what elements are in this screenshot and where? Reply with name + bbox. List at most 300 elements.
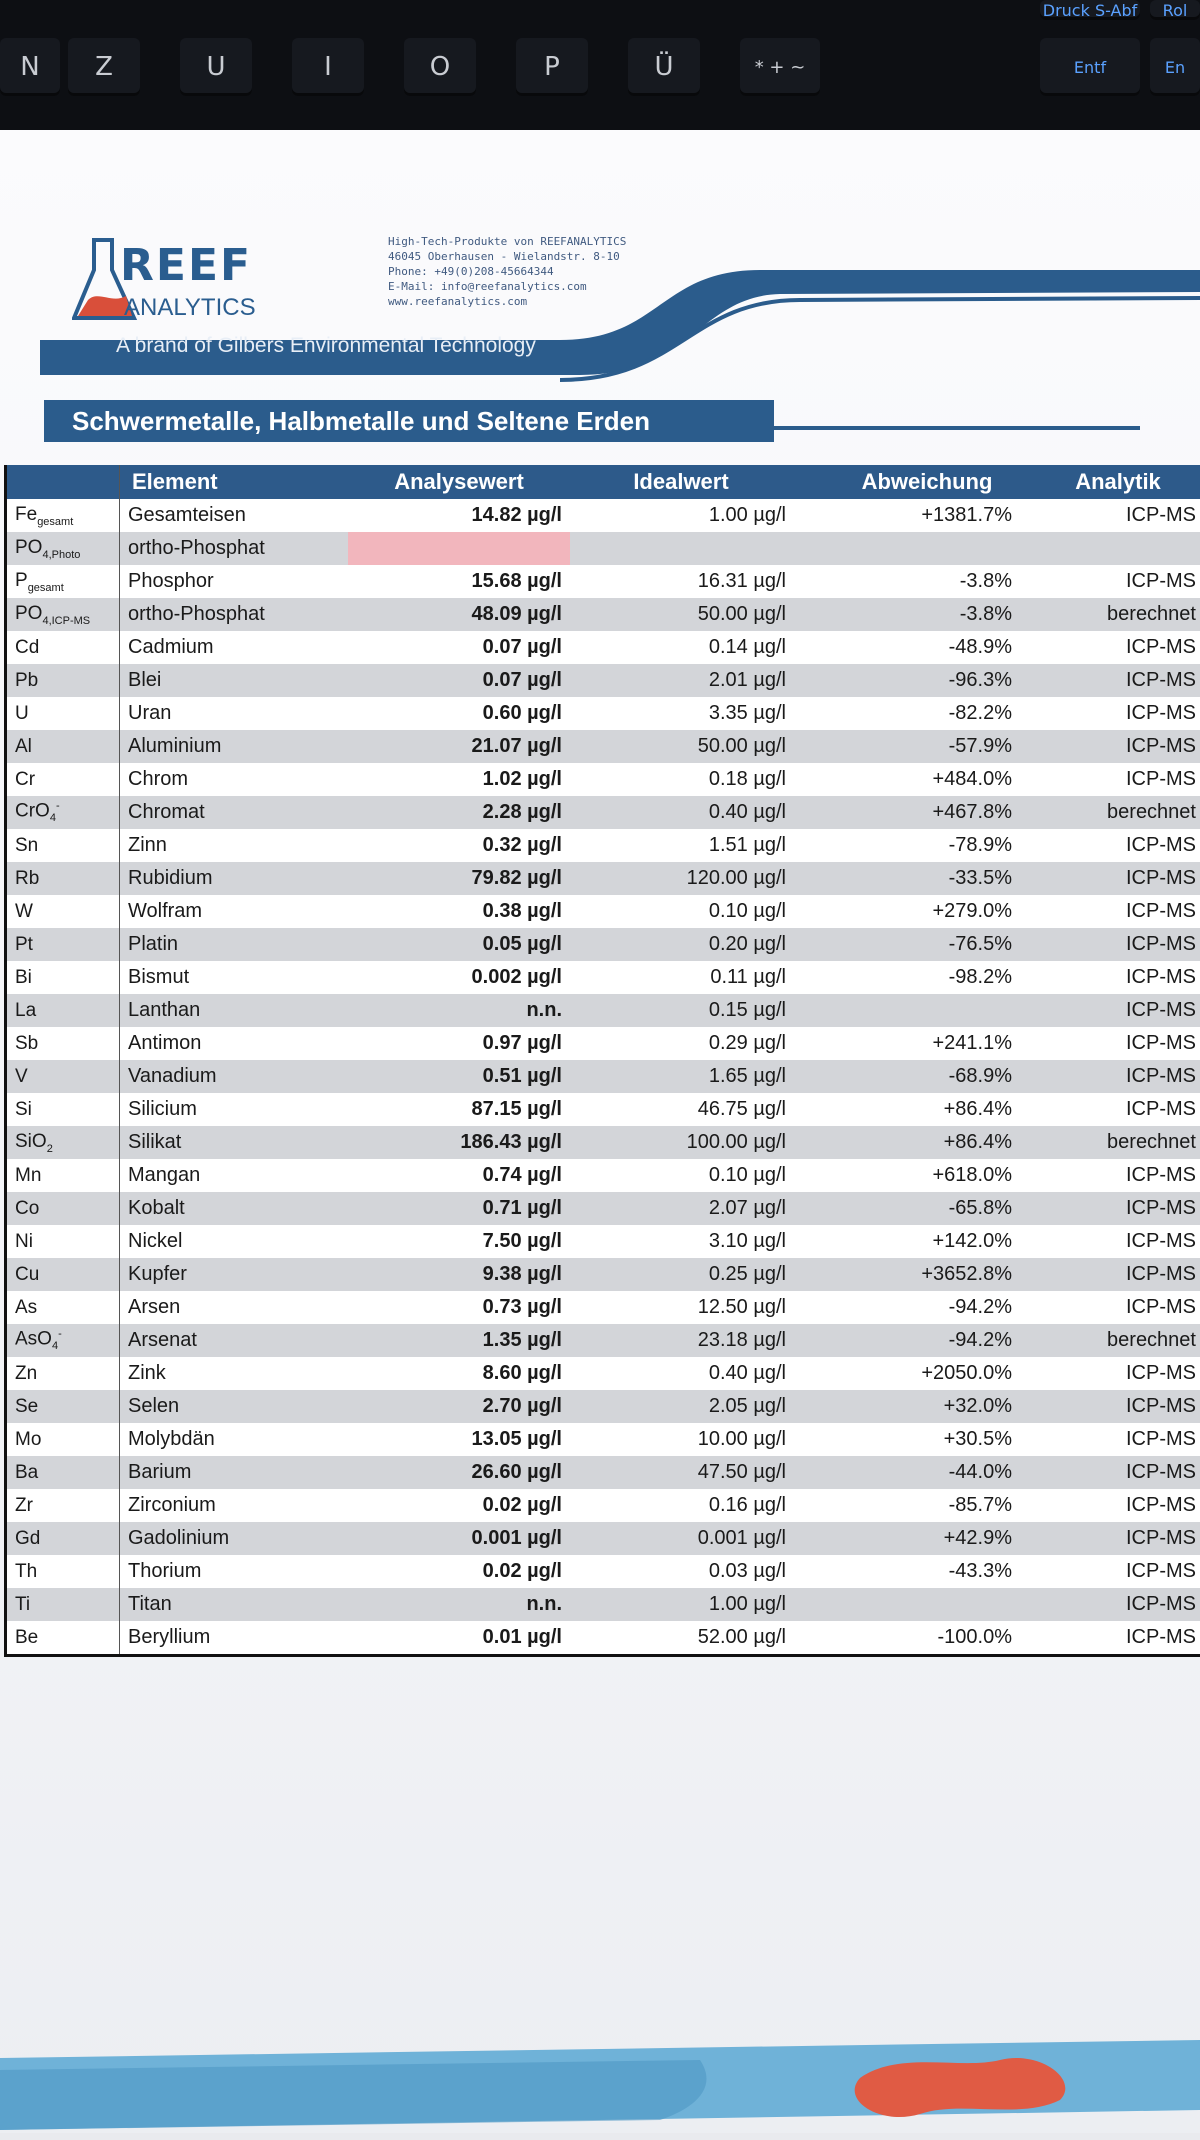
element-name: Thorium: [120, 1555, 349, 1588]
analysis-method: ICP-MS: [1032, 730, 1200, 763]
deviation-value: +467.8%: [836, 796, 1032, 829]
symbol-base: Se: [15, 1396, 38, 1417]
contact-line: 46045 Oberhausen - Wielandstr. 8-10: [388, 249, 626, 264]
symbol-base: V: [15, 1066, 28, 1087]
analysis-value: 0.02 µg/l: [348, 1489, 570, 1522]
logo-analytics-text: ANALYTICS: [124, 294, 256, 322]
analysis-value: 0.02 µg/l: [348, 1555, 570, 1588]
symbol-base: Cu: [15, 1264, 39, 1285]
deviation-value: -43.3%: [836, 1555, 1032, 1588]
deviation-value: -57.9%: [836, 730, 1032, 763]
analysis-method: ICP-MS: [1032, 994, 1200, 1027]
symbol-base: Cd: [15, 637, 39, 658]
analysis-method: ICP-MS: [1032, 1555, 1200, 1588]
analysis-method: ICP-MS: [1032, 565, 1200, 598]
analysis-table: [4, 465, 1200, 1657]
ideal-value: 0.25 µg/l: [570, 1258, 836, 1291]
analysis-method: ICP-MS: [1032, 829, 1200, 862]
table-row: [6, 1522, 1200, 1555]
ideal-value: 0.16 µg/l: [570, 1489, 836, 1522]
deviation-value: -82.2%: [836, 697, 1032, 730]
deviation-value: -68.9%: [836, 1060, 1032, 1093]
analysis-value: 87.15 µg/l: [348, 1093, 570, 1126]
deviation-value: -85.7%: [836, 1489, 1032, 1522]
analysis-method: berechnet: [1032, 1126, 1200, 1159]
analysis-method: berechnet: [1032, 1324, 1200, 1357]
element-name: Kupfer: [120, 1258, 349, 1291]
symbol-subscript: 4,Photo: [42, 548, 80, 560]
element-name: Rubidium: [120, 862, 349, 895]
analysis-value: 15.68 µg/l: [348, 565, 570, 598]
analysis-method: ICP-MS: [1032, 862, 1200, 895]
analysis-method: ICP-MS: [1032, 1060, 1200, 1093]
deviation-value: [836, 1588, 1032, 1621]
element-symbol: [6, 598, 120, 631]
ideal-value: 0.001 µg/l: [570, 1522, 836, 1555]
ideal-value: 12.50 µg/l: [570, 1291, 836, 1324]
analysis-method: ICP-MS: [1032, 1357, 1200, 1390]
contact-line: Phone: +49(0)208-45664344: [388, 264, 626, 279]
ideal-value: 0.15 µg/l: [570, 994, 836, 1027]
symbol-base: W: [15, 901, 33, 922]
deviation-value: +2050.0%: [836, 1357, 1032, 1390]
key-druck: Druck S-Abf: [1040, 0, 1140, 20]
analysis-method: [1032, 532, 1200, 565]
deviation-value: +241.1%: [836, 1027, 1032, 1060]
table-row: [6, 598, 1200, 631]
section-rule: [770, 426, 1140, 430]
deviation-value: -96.3%: [836, 664, 1032, 697]
element-symbol: [6, 1291, 120, 1324]
header-analytik: Analytik: [1032, 465, 1200, 499]
element-symbol: [6, 796, 120, 829]
key-i: I: [292, 38, 364, 96]
symbol-subscript: gesamt: [37, 515, 73, 527]
symbol-base: PO: [15, 603, 42, 624]
contact-line: High-Tech-Produkte von REEFANALYTICS: [388, 234, 626, 249]
analysis-value: 0.002 µg/l: [348, 961, 570, 994]
ideal-value: 52.00 µg/l: [570, 1621, 836, 1656]
element-name: Zink: [120, 1357, 349, 1390]
table-row: [6, 1126, 1200, 1159]
deviation-value: +86.4%: [836, 1093, 1032, 1126]
analysis-method: ICP-MS: [1032, 928, 1200, 961]
analysis-value: 48.09 µg/l: [348, 598, 570, 631]
deviation-value: +3652.8%: [836, 1258, 1032, 1291]
symbol-subscript: 4,ICP-MS: [42, 614, 90, 626]
element-symbol: [6, 895, 120, 928]
symbol-superscript: -: [58, 1328, 62, 1340]
table-header-row: [6, 465, 1200, 499]
table-row: [6, 796, 1200, 829]
analysis-value: 21.07 µg/l: [348, 730, 570, 763]
element-name: Beryllium: [120, 1621, 349, 1656]
element-name: Gadolinium: [120, 1522, 349, 1555]
symbol-base: Cr: [15, 769, 35, 790]
element-name: Selen: [120, 1390, 349, 1423]
symbol-base: Mo: [15, 1429, 41, 1450]
deviation-value: -94.2%: [836, 1324, 1032, 1357]
table-row: [6, 697, 1200, 730]
element-symbol: [6, 928, 120, 961]
analysis-method: berechnet: [1032, 598, 1200, 631]
analysis-value: 1.02 µg/l: [348, 763, 570, 796]
contact-line: E-Mail: info@reefanalytics.com: [388, 279, 626, 294]
deviation-value: -48.9%: [836, 631, 1032, 664]
table-row: [6, 565, 1200, 598]
ideal-value: 0.10 µg/l: [570, 895, 836, 928]
element-symbol: [6, 631, 120, 664]
symbol-base: PO: [15, 537, 42, 558]
symbol-base: Zn: [15, 1363, 37, 1384]
analysis-value: 0.32 µg/l: [348, 829, 570, 862]
element-name: Wolfram: [120, 895, 349, 928]
ideal-value: 1.65 µg/l: [570, 1060, 836, 1093]
element-symbol: [6, 994, 120, 1027]
analysis-value: 9.38 µg/l: [348, 1258, 570, 1291]
header-idealwert: Idealwert: [570, 465, 836, 499]
brand-tagline: A brand of Gilbers Environmental Technology: [116, 334, 536, 358]
analysis-value: 26.60 µg/l: [348, 1456, 570, 1489]
logo-reef-text: REEF: [120, 240, 252, 291]
ideal-value: 1.00 µg/l: [570, 1588, 836, 1621]
table-row: [6, 1588, 1200, 1621]
ideal-value: 120.00 µg/l: [570, 862, 836, 895]
symbol-base: Si: [15, 1099, 32, 1120]
table-row: [6, 1423, 1200, 1456]
element-name: Titan: [120, 1588, 349, 1621]
element-symbol: [6, 763, 120, 796]
reef-analytics-logo: [72, 230, 272, 340]
ideal-value: 1.51 µg/l: [570, 829, 836, 862]
element-name: Zirconium: [120, 1489, 349, 1522]
element-name: Vanadium: [120, 1060, 349, 1093]
deviation-value: +1381.7%: [836, 499, 1032, 532]
analysis-value: 0.01 µg/l: [348, 1621, 570, 1656]
analysis-method: ICP-MS: [1032, 1093, 1200, 1126]
element-symbol: [6, 1027, 120, 1060]
table-row: [6, 1324, 1200, 1357]
analysis-method: ICP-MS: [1032, 1390, 1200, 1423]
element-symbol: [6, 1192, 120, 1225]
symbol-base: Th: [15, 1561, 37, 1582]
table-row: [6, 1555, 1200, 1588]
key-end: En: [1150, 38, 1200, 96]
symbol-base: Fe: [15, 504, 37, 525]
table-body: [6, 499, 1200, 1656]
deviation-value: [836, 532, 1032, 565]
element-symbol: [6, 1357, 120, 1390]
analysis-method: ICP-MS: [1032, 763, 1200, 796]
analysis-value: 0.07 µg/l: [348, 664, 570, 697]
table-row: [6, 1060, 1200, 1093]
ideal-value: 23.18 µg/l: [570, 1324, 836, 1357]
table-row: [6, 664, 1200, 697]
analysis-method: ICP-MS: [1032, 697, 1200, 730]
element-symbol: [6, 1456, 120, 1489]
deviation-value: -98.2%: [836, 961, 1032, 994]
element-symbol: [6, 1126, 120, 1159]
key-asterisk: * + ~: [740, 38, 820, 96]
element-name: Zinn: [120, 829, 349, 862]
element-name: Lanthan: [120, 994, 349, 1027]
element-symbol: [6, 664, 120, 697]
symbol-base: Al: [15, 736, 32, 757]
element-symbol: [6, 1258, 120, 1291]
element-symbol: [6, 1621, 120, 1656]
table-row: [6, 1192, 1200, 1225]
analysis-method: ICP-MS: [1032, 1192, 1200, 1225]
ideal-value: 0.14 µg/l: [570, 631, 836, 664]
table-row: [6, 730, 1200, 763]
deviation-value: +42.9%: [836, 1522, 1032, 1555]
element-name: Chromat: [120, 796, 349, 829]
analysis-method: ICP-MS: [1032, 1588, 1200, 1621]
ideal-value: 46.75 µg/l: [570, 1093, 836, 1126]
analysis-value: 0.07 µg/l: [348, 631, 570, 664]
ideal-value: 10.00 µg/l: [570, 1423, 836, 1456]
header-analysewert: Analysewert: [348, 465, 570, 499]
element-symbol: [6, 1489, 120, 1522]
table-row: [6, 1159, 1200, 1192]
contact-block: [388, 234, 626, 309]
header-abweichung: Abweichung: [836, 465, 1032, 499]
analysis-value: 0.05 µg/l: [348, 928, 570, 961]
element-symbol: [6, 829, 120, 862]
ideal-value: 50.00 µg/l: [570, 730, 836, 763]
ideal-value: 0.10 µg/l: [570, 1159, 836, 1192]
deviation-value: -94.2%: [836, 1291, 1032, 1324]
symbol-base: SiO: [15, 1131, 47, 1152]
symbol-base: Mn: [15, 1165, 41, 1186]
symbol-subscript: 2: [47, 1142, 53, 1154]
deviation-value: +142.0%: [836, 1225, 1032, 1258]
footer-wave: [0, 2040, 1200, 2140]
element-name: Kobalt: [120, 1192, 349, 1225]
ideal-value: 0.18 µg/l: [570, 763, 836, 796]
deviation-value: -3.8%: [836, 565, 1032, 598]
ideal-value: 0.40 µg/l: [570, 796, 836, 829]
table-row: [6, 1621, 1200, 1656]
deviation-value: +32.0%: [836, 1390, 1032, 1423]
element-name: Molybdän: [120, 1423, 349, 1456]
key-p: P: [516, 38, 588, 96]
symbol-base: Ni: [15, 1231, 33, 1252]
analysis-value: 14.82 µg/l: [348, 499, 570, 532]
element-symbol: [6, 532, 120, 565]
header-element: Element: [120, 465, 349, 499]
deviation-value: +618.0%: [836, 1159, 1032, 1192]
ideal-value: 2.07 µg/l: [570, 1192, 836, 1225]
ideal-value: 1.00 µg/l: [570, 499, 836, 532]
analysis-value: 0.38 µg/l: [348, 895, 570, 928]
symbol-base: Be: [15, 1627, 38, 1648]
deviation-value: +484.0%: [836, 763, 1032, 796]
ideal-value: 0.03 µg/l: [570, 1555, 836, 1588]
element-symbol: [6, 1060, 120, 1093]
ideal-value: 3.10 µg/l: [570, 1225, 836, 1258]
analysis-method: ICP-MS: [1032, 664, 1200, 697]
analysis-value: 0.71 µg/l: [348, 1192, 570, 1225]
analysis-method: berechnet: [1032, 796, 1200, 829]
analysis-method: ICP-MS: [1032, 1159, 1200, 1192]
symbol-base: La: [15, 1000, 36, 1021]
ideal-value: 0.20 µg/l: [570, 928, 836, 961]
table-row: [6, 1258, 1200, 1291]
table-row: [6, 1390, 1200, 1423]
element-symbol: [6, 1324, 120, 1357]
symbol-base: Sb: [15, 1033, 38, 1054]
analysis-method: ICP-MS: [1032, 895, 1200, 928]
element-symbol: [6, 1555, 120, 1588]
deviation-value: -100.0%: [836, 1621, 1032, 1656]
header-symbol: [6, 465, 120, 499]
element-name: Uran: [120, 697, 349, 730]
analysis-value: 8.60 µg/l: [348, 1357, 570, 1390]
deviation-value: -44.0%: [836, 1456, 1032, 1489]
deviation-value: +86.4%: [836, 1126, 1032, 1159]
element-symbol: [6, 499, 120, 532]
ideal-value: 47.50 µg/l: [570, 1456, 836, 1489]
ideal-value: 16.31 µg/l: [570, 565, 836, 598]
symbol-base: Ba: [15, 1462, 38, 1483]
ideal-value: 50.00 µg/l: [570, 598, 836, 631]
analysis-method: ICP-MS: [1032, 1423, 1200, 1456]
deviation-value: -76.5%: [836, 928, 1032, 961]
element-name: ortho-Phosphat: [120, 532, 349, 565]
analysis-value: n.n.: [348, 1588, 570, 1621]
element-name: Aluminium: [120, 730, 349, 763]
symbol-base: CrO: [15, 801, 50, 822]
element-symbol: [6, 862, 120, 895]
table-row: [6, 1027, 1200, 1060]
element-name: Chrom: [120, 763, 349, 796]
symbol-base: U: [15, 703, 29, 724]
element-name: Phosphor: [120, 565, 349, 598]
table-row: [6, 928, 1200, 961]
symbol-base: Sn: [15, 835, 38, 856]
ideal-value: 100.00 µg/l: [570, 1126, 836, 1159]
analysis-value: [348, 532, 570, 565]
table-row: [6, 862, 1200, 895]
element-symbol: [6, 961, 120, 994]
element-name: Cadmium: [120, 631, 349, 664]
element-symbol: [6, 1588, 120, 1621]
element-name: Mangan: [120, 1159, 349, 1192]
analysis-method: ICP-MS: [1032, 961, 1200, 994]
document-sheet: [0, 130, 1200, 2133]
analysis-value: 7.50 µg/l: [348, 1225, 570, 1258]
symbol-base: P: [15, 570, 28, 591]
symbol-base: Bi: [15, 967, 32, 988]
key-n: N: [0, 38, 60, 96]
deviation-value: -65.8%: [836, 1192, 1032, 1225]
analysis-value: 0.74 µg/l: [348, 1159, 570, 1192]
table-row: [6, 994, 1200, 1027]
key-rol: Rol: [1150, 0, 1200, 20]
symbol-base: Zr: [15, 1495, 33, 1516]
element-symbol: [6, 1522, 120, 1555]
deviation-value: -78.9%: [836, 829, 1032, 862]
analysis-method: ICP-MS: [1032, 1291, 1200, 1324]
element-name: Gesamteisen: [120, 499, 349, 532]
key-u: U: [180, 38, 252, 96]
deviation-value: +279.0%: [836, 895, 1032, 928]
analysis-value: 0.97 µg/l: [348, 1027, 570, 1060]
key-entf: Entf: [1040, 38, 1140, 96]
analysis-value: 186.43 µg/l: [348, 1126, 570, 1159]
analysis-value: 0.60 µg/l: [348, 697, 570, 730]
deviation-value: +30.5%: [836, 1423, 1032, 1456]
analysis-value: 2.70 µg/l: [348, 1390, 570, 1423]
analysis-value: n.n.: [348, 994, 570, 1027]
element-name: Silikat: [120, 1126, 349, 1159]
table-row: [6, 1093, 1200, 1126]
symbol-base: Co: [15, 1198, 39, 1219]
ideal-value: 2.05 µg/l: [570, 1390, 836, 1423]
table-row: [6, 1291, 1200, 1324]
analysis-method: ICP-MS: [1032, 1027, 1200, 1060]
deviation-value: [836, 994, 1032, 1027]
symbol-superscript: -: [56, 800, 60, 812]
table-row: [6, 763, 1200, 796]
ideal-value: 0.40 µg/l: [570, 1357, 836, 1390]
element-symbol: [6, 1423, 120, 1456]
key-u-umlaut: Ü: [628, 38, 700, 96]
element-symbol: [6, 565, 120, 598]
analysis-method: ICP-MS: [1032, 1522, 1200, 1555]
table-row: [6, 829, 1200, 862]
key-o: O: [404, 38, 476, 96]
ideal-value: 0.11 µg/l: [570, 961, 836, 994]
symbol-base: Pb: [15, 670, 38, 691]
symbol-base: Pt: [15, 934, 33, 955]
symbol-base: As: [15, 1297, 37, 1318]
analysis-method: ICP-MS: [1032, 1258, 1200, 1291]
analysis-value: 2.28 µg/l: [348, 796, 570, 829]
element-name: Bismut: [120, 961, 349, 994]
keyboard-background: [0, 0, 1200, 130]
analysis-method: ICP-MS: [1032, 631, 1200, 664]
analysis-method: ICP-MS: [1032, 1621, 1200, 1656]
symbol-subscript: gesamt: [28, 581, 64, 593]
element-symbol: [6, 1093, 120, 1126]
element-name: Arsen: [120, 1291, 349, 1324]
element-name: Barium: [120, 1456, 349, 1489]
key-z: Z: [68, 38, 140, 96]
table-row: [6, 961, 1200, 994]
symbol-subscript: 4: [50, 813, 56, 825]
element-name: Nickel: [120, 1225, 349, 1258]
element-symbol: [6, 1390, 120, 1423]
ideal-value: 2.01 µg/l: [570, 664, 836, 697]
analysis-method: ICP-MS: [1032, 1225, 1200, 1258]
ideal-value: 0.29 µg/l: [570, 1027, 836, 1060]
element-name: Arsenat: [120, 1324, 349, 1357]
analysis-value: 79.82 µg/l: [348, 862, 570, 895]
element-symbol: [6, 697, 120, 730]
table-row: [6, 532, 1200, 565]
element-symbol: [6, 1159, 120, 1192]
symbol-subscript: 4: [52, 1341, 58, 1353]
table-row: [6, 1456, 1200, 1489]
table-row: [6, 1357, 1200, 1390]
ideal-value: 3.35 µg/l: [570, 697, 836, 730]
symbol-base: Rb: [15, 868, 39, 889]
symbol-base: Gd: [15, 1528, 40, 1549]
table-row: [6, 1489, 1200, 1522]
analysis-value: 0.51 µg/l: [348, 1060, 570, 1093]
